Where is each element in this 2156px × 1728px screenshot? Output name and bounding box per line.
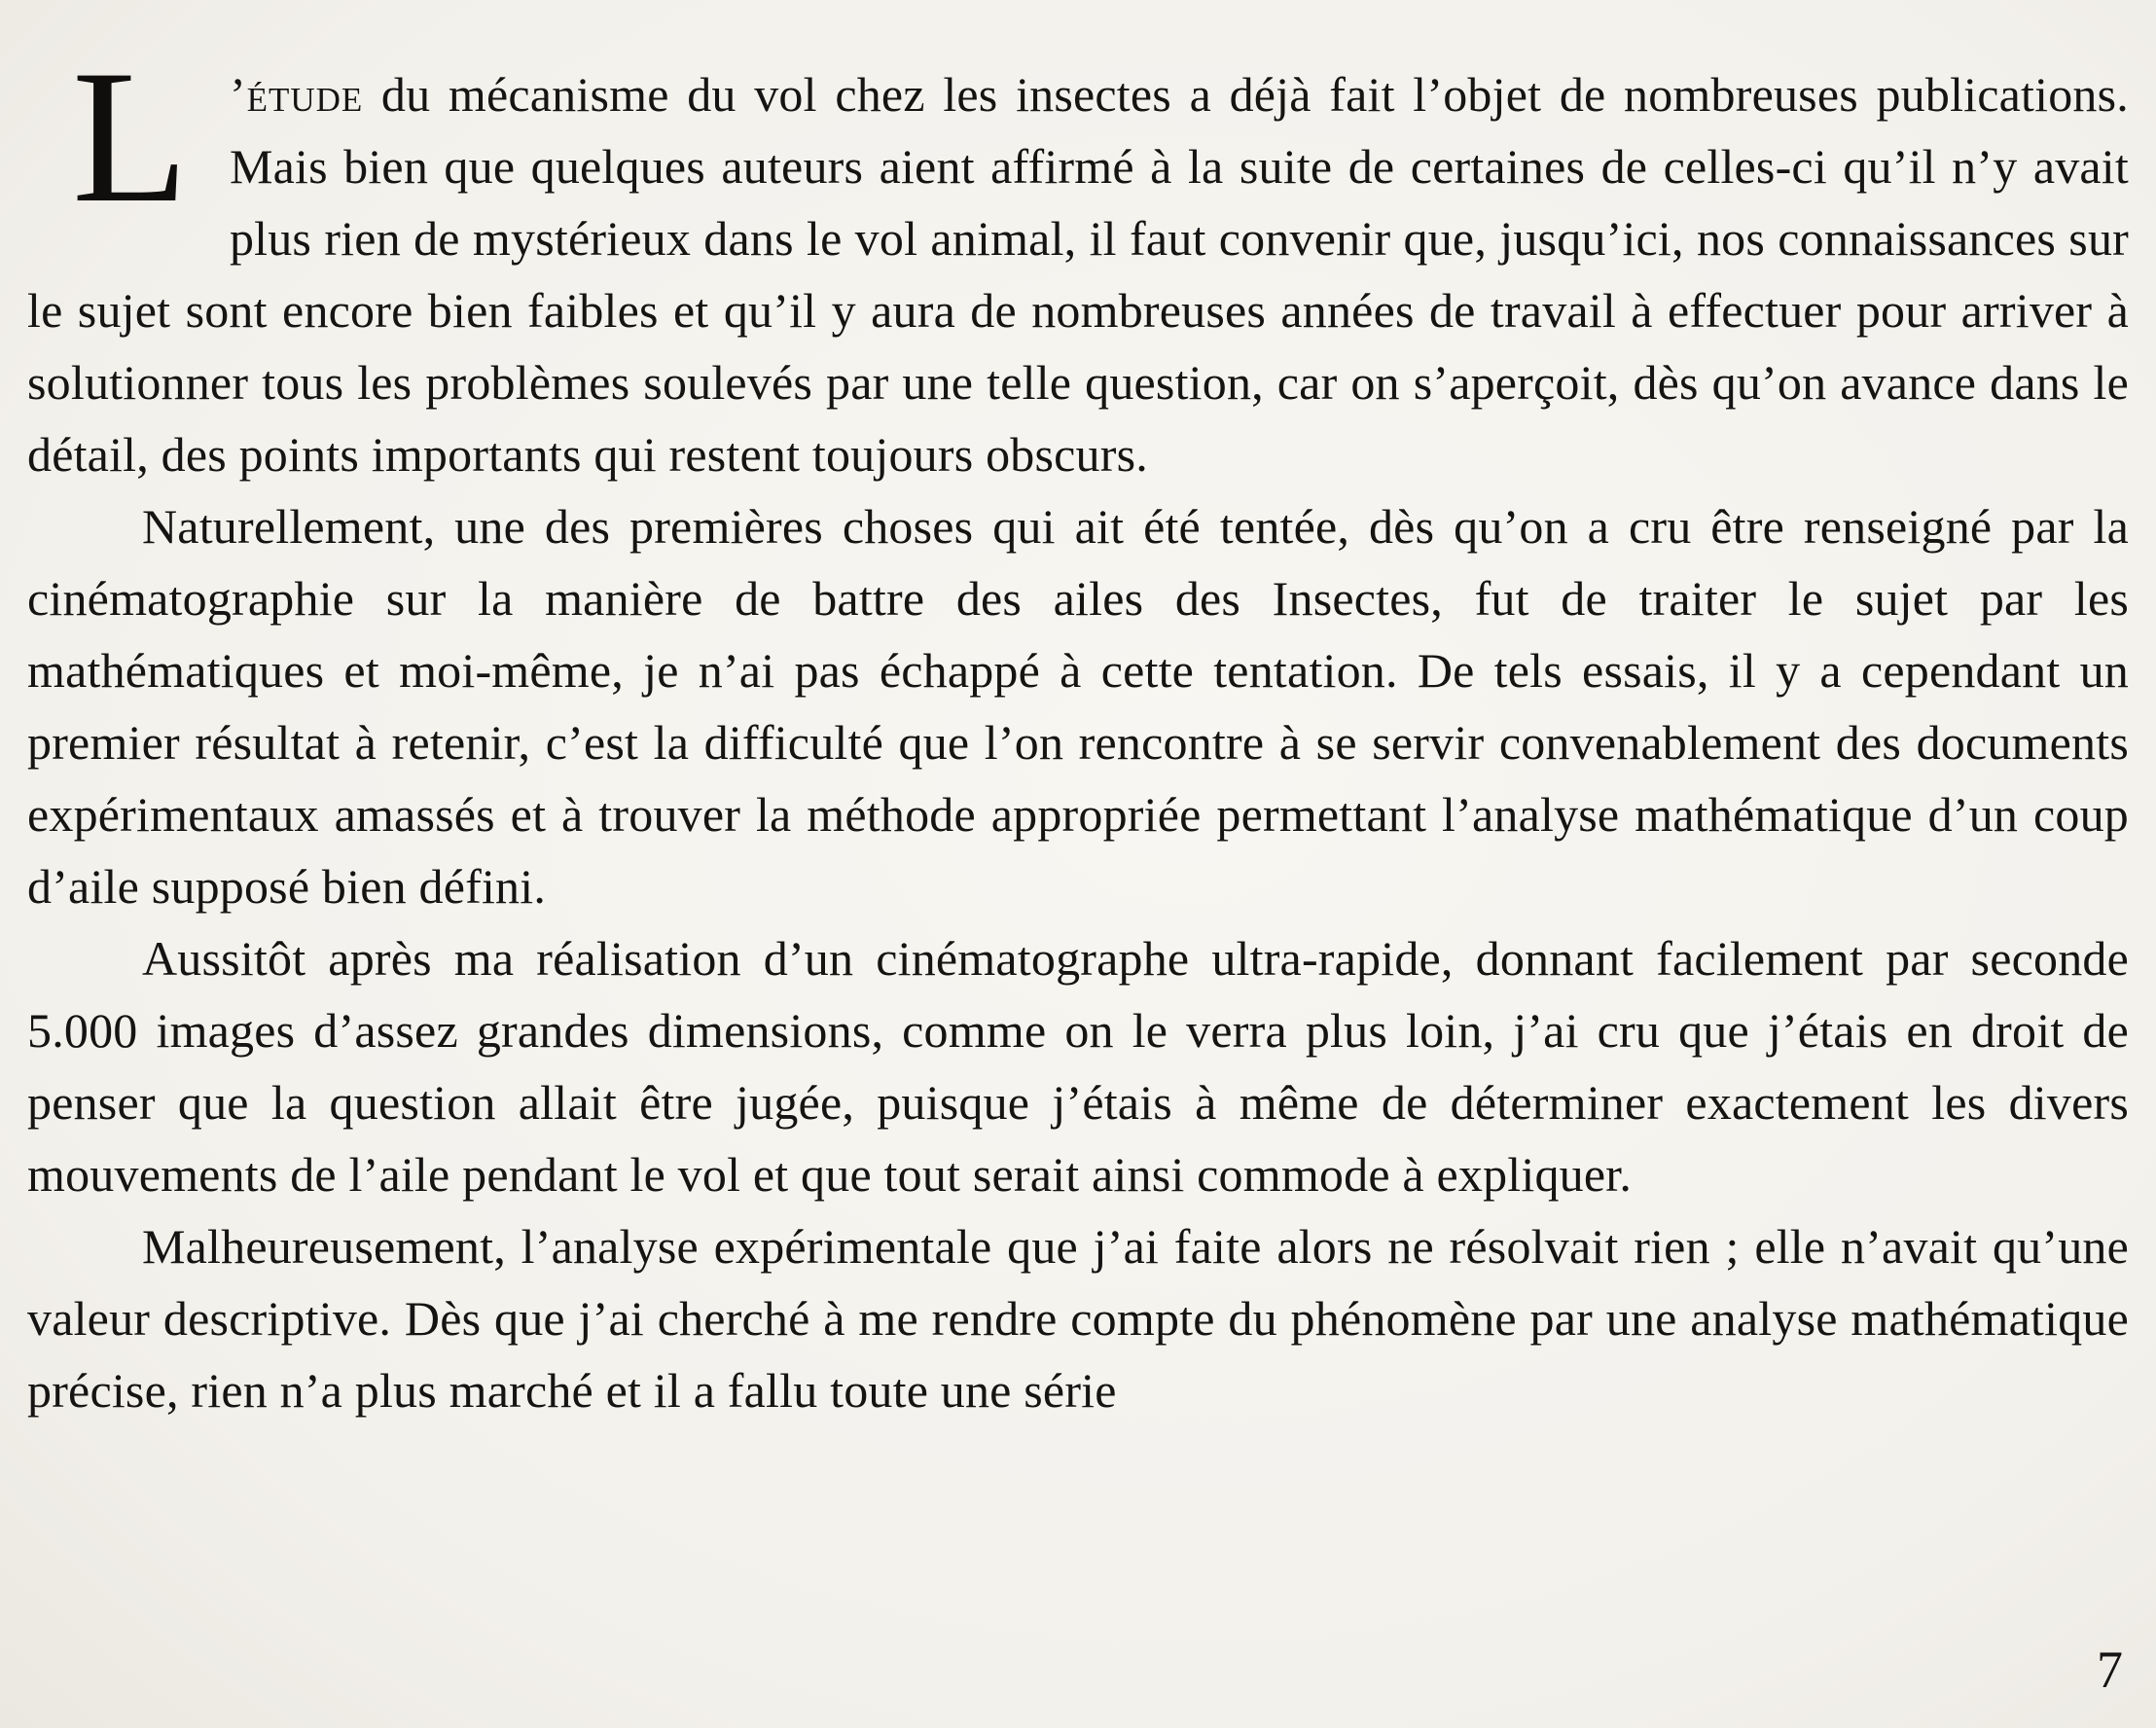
first-word: ’étude	[229, 67, 364, 122]
paragraph-1	[27, 31, 2129, 490]
paragraph-1-text: du mécanisme du vol chez les insectes a déjà fait l’objet de nombreuses publications. Mais bien que quelques auteurs aient affirmé à la suite de certaines de celles-ci qu’il n’y avait plus rien de mystérieux dans le vol animal, il faut convenir que, jusqu’ici, nos connaissances sur le sujet sont encore bien faibles et qu’il y aura de nombreuses années de travail à effectuer pour arriver à solutionner tous les problèmes soulevés par une telle question, car on s’aperçoit, dès qu’on avance dans le détail, des points importants qui restent toujours obscurs.	[27, 67, 2129, 482]
body-text	[27, 31, 2129, 1426]
paragraph-3: Aussitôt après ma réalisation d’un cinématographe ultra-rapide, donnant facilement par seconde 5.000 images d’assez grandes dimensions, comme on le verra plus loin, j’ai cru que j’étais en droit de penser que la question allait être jugée, puisque j’étais à même de déterminer exactement les divers mouvements de l’aile pendant le vol et que tout serait ainsi commode à expliquer.	[27, 931, 2129, 1202]
paragraph-2: Naturellement, une des premières choses qui ait été tentée, dès qu’on a cru être renseigné par la cinématographie sur la manière de battre des ailes des Insectes, fut de traiter le sujet par les mathématiques et moi-même, je n’ai pas échappé à cette tentation. De tels essais, il y a cependant un premier résultat à retenir, c’est la difficulté que l’on rencontre à se servir convenablement des documents expérimentaux amassés et à trouver la méthode appropriée permettant l’analyse mathématique d’un coup d’aile supposé bien défini.	[27, 499, 2129, 914]
paragraph-4: Malheureusement, l’analyse expérimentale que j’ai faite alors ne résolvait rien ; elle n’avait qu’une valeur descriptive. Dès que j’ai cherché à me rendre compte du phénomène par une analyse mathématique précise, rien n’a plus marché et il a fallu toute une série	[27, 1219, 2129, 1418]
drop-cap: L	[72, 31, 189, 242]
page-number: 7	[2097, 1640, 2123, 1699]
